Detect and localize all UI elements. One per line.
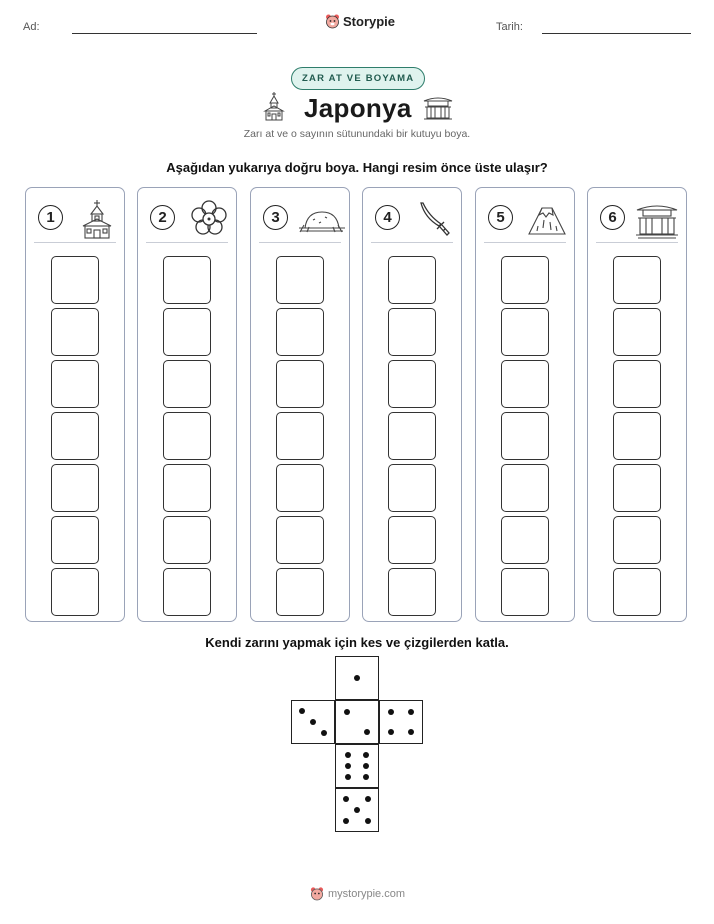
color-box[interactable] bbox=[51, 568, 99, 616]
die-pip bbox=[299, 708, 305, 714]
date-line[interactable] bbox=[542, 33, 691, 34]
column-number: 5 bbox=[488, 205, 513, 230]
footer bbox=[310, 886, 405, 901]
color-box[interactable] bbox=[613, 412, 661, 460]
die-pip bbox=[388, 709, 394, 715]
color-box[interactable] bbox=[163, 360, 211, 408]
color-box[interactable] bbox=[276, 464, 324, 512]
color-box[interactable] bbox=[388, 516, 436, 564]
color-box[interactable] bbox=[388, 360, 436, 408]
die-pip bbox=[345, 774, 351, 780]
die-pip bbox=[408, 729, 414, 735]
color-box[interactable] bbox=[163, 256, 211, 304]
race-column bbox=[475, 187, 575, 622]
storypie-mascot-icon bbox=[310, 886, 324, 901]
color-box[interactable] bbox=[501, 464, 549, 512]
activity-badge: ZAR AT VE BOYAMA bbox=[291, 67, 425, 90]
die-pip bbox=[363, 763, 369, 769]
die-pip bbox=[343, 796, 349, 802]
color-box[interactable] bbox=[163, 308, 211, 356]
die-pip bbox=[364, 729, 370, 735]
page-title: Japonya bbox=[304, 93, 412, 123]
color-box[interactable] bbox=[613, 464, 661, 512]
color-box[interactable] bbox=[388, 412, 436, 460]
die-pip bbox=[363, 752, 369, 758]
color-box[interactable] bbox=[51, 256, 99, 304]
race-column bbox=[587, 187, 687, 622]
color-box[interactable] bbox=[163, 464, 211, 512]
column-number: 2 bbox=[150, 205, 175, 230]
column-header bbox=[259, 198, 341, 243]
color-box[interactable] bbox=[51, 464, 99, 512]
mount-fuji-icon bbox=[526, 198, 568, 240]
color-box[interactable] bbox=[163, 568, 211, 616]
brand-logo bbox=[325, 13, 395, 29]
die-pip bbox=[354, 675, 360, 681]
die-pip bbox=[343, 818, 349, 824]
color-box[interactable] bbox=[613, 568, 661, 616]
storypie-mascot-icon bbox=[325, 13, 340, 29]
color-box[interactable] bbox=[501, 360, 549, 408]
race-column bbox=[25, 187, 125, 622]
die-pip bbox=[354, 807, 360, 813]
die-instruction: Kendi zarını yapmak için kes ve çizgilerden katla. bbox=[205, 635, 509, 650]
color-box[interactable] bbox=[276, 412, 324, 460]
die-pip bbox=[321, 730, 327, 736]
die-pip bbox=[345, 763, 351, 769]
die-face-two bbox=[335, 700, 379, 744]
color-box[interactable] bbox=[388, 256, 436, 304]
name-line[interactable] bbox=[72, 33, 257, 34]
column-header bbox=[371, 198, 453, 243]
page-subtitle: Zarı at ve o sayının sütunundaki bir kutuyu boya. bbox=[243, 128, 471, 140]
die-pip bbox=[363, 774, 369, 780]
color-box[interactable] bbox=[501, 256, 549, 304]
column-header bbox=[146, 198, 228, 243]
color-box[interactable] bbox=[51, 412, 99, 460]
color-box[interactable] bbox=[51, 516, 99, 564]
color-box[interactable] bbox=[613, 516, 661, 564]
color-box[interactable] bbox=[613, 360, 661, 408]
color-box[interactable] bbox=[51, 308, 99, 356]
cherry-blossom-icon bbox=[188, 198, 230, 240]
race-column bbox=[250, 187, 350, 622]
color-box[interactable] bbox=[163, 412, 211, 460]
color-box[interactable] bbox=[388, 464, 436, 512]
color-box[interactable] bbox=[276, 568, 324, 616]
die-face-four bbox=[379, 700, 423, 744]
color-box[interactable] bbox=[51, 360, 99, 408]
race-column bbox=[362, 187, 462, 622]
katana-icon bbox=[413, 198, 455, 240]
die-face-six bbox=[335, 744, 379, 788]
temple-bell-tower-icon bbox=[76, 198, 118, 240]
color-box[interactable] bbox=[613, 256, 661, 304]
pagoda-icon bbox=[422, 94, 454, 120]
die-pip bbox=[344, 709, 350, 715]
color-box[interactable] bbox=[501, 412, 549, 460]
die-pip bbox=[388, 729, 394, 735]
column-header bbox=[34, 198, 116, 243]
name-label: Ad: bbox=[23, 21, 40, 33]
color-box[interactable] bbox=[613, 308, 661, 356]
color-box[interactable] bbox=[501, 568, 549, 616]
die-pip bbox=[345, 752, 351, 758]
brand-name: Storypie bbox=[343, 13, 396, 29]
race-column bbox=[137, 187, 237, 622]
color-box[interactable] bbox=[501, 516, 549, 564]
column-number: 4 bbox=[375, 205, 400, 230]
color-box[interactable] bbox=[276, 360, 324, 408]
die-pip bbox=[365, 818, 371, 824]
rice-ball-icon bbox=[297, 198, 347, 240]
race-instruction: Aşağıdan yukarıya doğru boya. Hangi resim önce üste ulaşır? bbox=[166, 160, 548, 175]
footer-url[interactable]: mystorypie.com bbox=[328, 887, 406, 900]
color-box[interactable] bbox=[388, 308, 436, 356]
column-header bbox=[484, 198, 566, 243]
die-face-one bbox=[335, 656, 379, 700]
color-box[interactable] bbox=[501, 308, 549, 356]
die-face-five bbox=[335, 788, 379, 832]
color-box[interactable] bbox=[163, 516, 211, 564]
color-box[interactable] bbox=[276, 516, 324, 564]
die-pip bbox=[310, 719, 316, 725]
color-box[interactable] bbox=[276, 256, 324, 304]
die-pip bbox=[365, 796, 371, 802]
date-label: Tarih: bbox=[496, 21, 523, 33]
pagoda-icon bbox=[634, 198, 680, 240]
die-pip bbox=[408, 709, 414, 715]
color-box[interactable] bbox=[276, 308, 324, 356]
column-number: 3 bbox=[263, 205, 288, 230]
die-face-three bbox=[291, 700, 335, 744]
column-number: 6 bbox=[600, 205, 625, 230]
temple-bell-tower-icon bbox=[262, 91, 286, 121]
color-box[interactable] bbox=[388, 568, 436, 616]
column-header bbox=[596, 198, 678, 243]
column-number: 1 bbox=[38, 205, 63, 230]
